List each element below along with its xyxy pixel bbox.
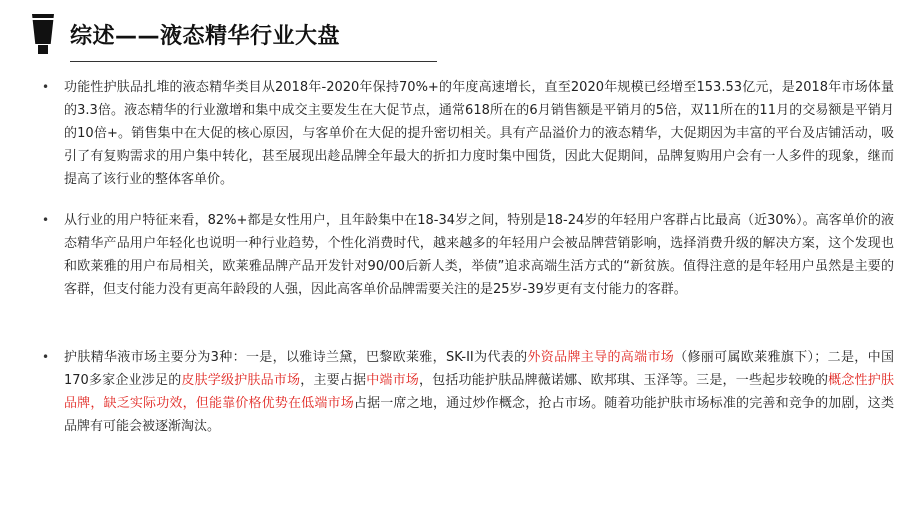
bullet-dot: • [42,80,50,94]
cosmetic-tube-icon [32,14,54,54]
bullet-segment: ，包括功能护肤品牌薇诺娜、欧邦琪、玉泽等。三是，一些起步较晚的 [419,373,829,388]
highlight-dermatological-market: 皮肤学级护肤品市场 [181,373,301,388]
highlight-low-end-market: 概念性护肤品牌，缺乏实际功效，但能靠价格优势在低端市场 [64,373,894,411]
bullet-item-overview [42,76,894,191]
highlight-mid-end-market: 中端市场 [366,373,419,388]
bullet-segment: 功能性护肤品扎堆的液态精华类目从2018年-2020年保持70%+的年度高速增长，直至2020年规模已经增至153.53亿元，是2018年市场体量的3.3倍。液态精华的行业激增和集中成交主要发生在大促节点，通常618所在的6月销售额是平销月的5倍，双11所在的11月的交易额是平销月的10倍+。销售集中在大促的核心原因，与客单价在大促的提升密切相关。具有产品溢价力的液态精华，大促期因为丰富的平台及店铺活动，吸引了有复购需求的用户集中转化，甚至展现出趁品牌全年最大的折扣力度时集中囤货，因此大促期间，品牌复购用户会有一人多件的现象，继而提高了该行业的整体客单价。 [64,80,894,187]
bullet-segment: 从行业的用户特征来看，82%+都是女性用户，且年龄集中在18-34岁之间，特别是18-24岁的年轻用户客群占比最高（近30%）。高客单价的液态精华产品用户年轻化也说明一种行业趋势，个性化消费时代，越来越多的年轻用户会被品牌营销影响，选择消费升级的解决方案，这个发现也和欧莱雅的用户布局相关，欧莱雅品牌产品开发针对90/00后新人类，举债”追求高端生活方式的“新贫族。值得注意的是年轻用户虽然是主要的客群，但支付能力没有更高年龄段的人强，因此高客单价品牌需要关注的是25岁-39岁更有支付能力的客群。 [64,213,894,297]
bullet-text [64,346,894,438]
bullet-dot: • [42,213,50,227]
title-divider [70,61,437,62]
bullet-segment: ，主要占据 [300,373,367,388]
highlight-high-end-market: 外资品牌主导的高端市场 [527,350,675,365]
bullet-segment: （修丽可属欧莱雅旗下）；二是，中国170多家企业涉足的 [64,350,894,388]
bullet-item-market-segments [42,346,894,438]
slide-title: 综述——液态精华行业大盘 [70,23,341,49]
bullet-dot: • [42,350,50,364]
slide-header [32,14,340,54]
bullet-text [64,209,894,301]
bullet-segment: 占据一席之地，通过炒作概念，抢占市场。随着功能护肤市场标准的完善和竞争的加剧，这类品牌有可能会被逐渐淘汰。 [64,396,894,434]
bullet-item-user-profile [42,209,894,301]
bullet-text [64,76,894,191]
bullet-segment: 护肤精华液市场主要分为3种：一是，以雅诗兰黛，巴黎欧莱雅，SK-II为代表的 [64,350,528,365]
